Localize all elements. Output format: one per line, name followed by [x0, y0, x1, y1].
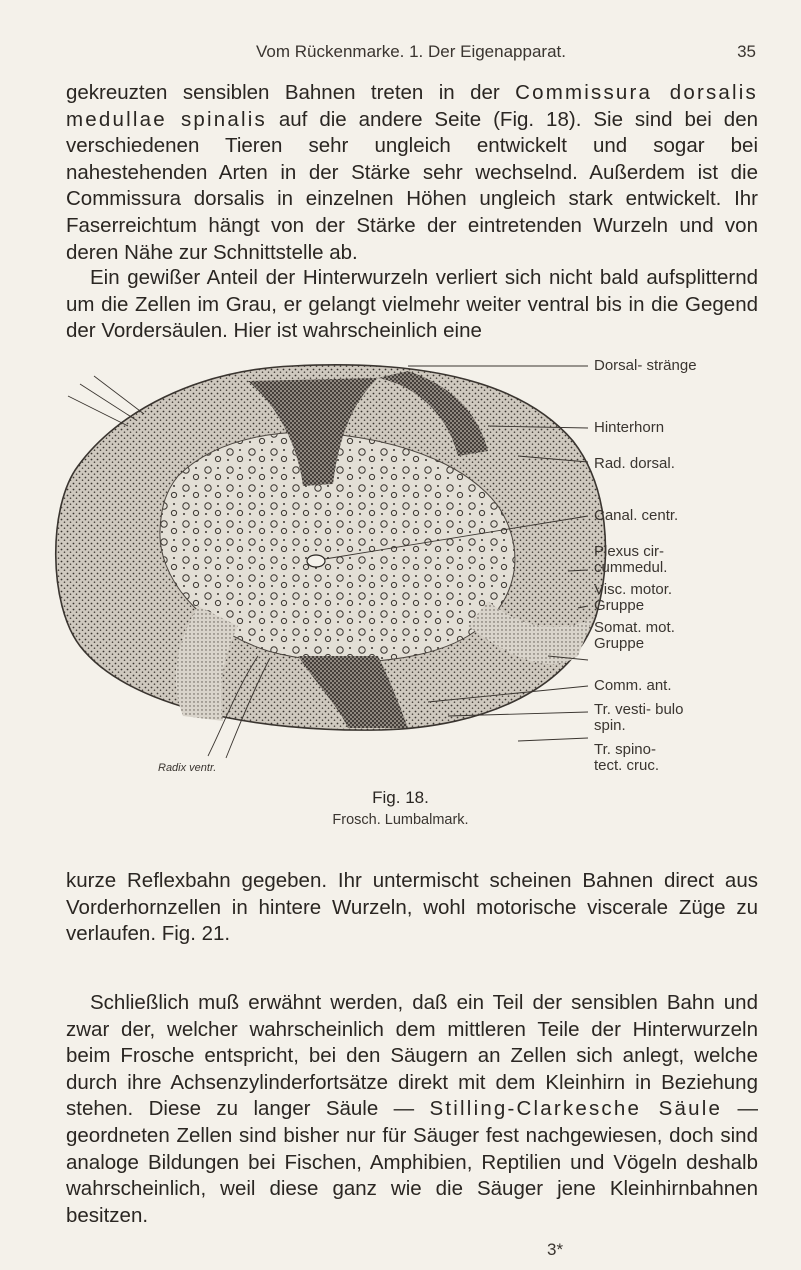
- paragraph-2: [66, 265, 758, 345]
- emphasis-stilling-clarke: Stilling-Clarkesche Säule: [429, 1097, 723, 1121]
- label-plexus: Plexus cir- cummedul.: [594, 543, 668, 576]
- paragraph-4-text-b: — geordneten Zellen sind bisher nur für Säuger fest nachgewiesen, doch sind analoge Bildungen bei Fischen, Amphibien, Reptilien und Vögeln deshalb wahrscheinlich, weil diese ganz wie die Säuger jene Kleinhirnbahnen besitzen.: [66, 1097, 758, 1227]
- paragraph-4-text-a: Schließlich muß erwähnt werden, daß ein Teil der sensiblen Bahn und zwar der, welcher wahrscheinlich dem mittleren Teile der Hinterwurzeln beim Frosche entspricht, bei den Säugern an Zellen sich anlegt, welche durch ihre Achsenzylinderfortsätze direkt mit dem Kleinhirn in Beziehung stehen. Diese zu langer Säule —: [66, 991, 758, 1121]
- label-rad-dorsal: Rad. dorsal.: [594, 455, 675, 472]
- label-canal-centr: Canal. centr.: [594, 507, 679, 524]
- paragraph-2-text: Ein gewißer Anteil der Hinterwurzeln verliert sich nicht bald aufsplitternd um die Zellen im Grau, er gelangt vielmehr weiter ventral bis in die Gegend der Vordersäulen. Hier ist wahrscheinlich eine: [66, 266, 758, 343]
- label-tr-spino: Tr. spino- tect. cruc.: [594, 741, 660, 774]
- paragraph-3: [66, 868, 758, 948]
- label-somat-mot: Somat. mot. Gruppe: [594, 619, 675, 652]
- paragraph-1-text-a: gekreuzten sensiblen Bahnen treten in der: [66, 81, 516, 104]
- header-title: Vom Rückenmarke. 1. Der Eigenapparat.: [256, 42, 566, 61]
- label-radix-ventr: Radix ventr.: [158, 762, 217, 774]
- paragraph-3-text: kurze Reflexbahn gegeben. Ihr untermischt scheinen Bahnen direct aus Vorderhornzellen in hintere Wurzeln, wohl motorische viscerale Züge zu verlaufen. Fig. 21.: [66, 869, 758, 946]
- figure-number: Fig. 18.: [372, 788, 429, 807]
- figure-caption: Frosch. Lumbalmark.: [332, 812, 469, 828]
- label-hinterhorn: Hinterhorn: [594, 419, 665, 436]
- paragraph-4: [66, 990, 758, 1229]
- running-header: [66, 42, 756, 66]
- page-number: 35: [737, 42, 756, 61]
- paragraph-1: [66, 80, 758, 266]
- emphasis-commissura: Commissura dorsalis medullae spinalis: [66, 81, 758, 131]
- label-visc-motor: Visc. motor. Gruppe: [594, 581, 673, 614]
- signature-mark: 3*: [547, 1240, 564, 1259]
- label-comm-ant: Comm. ant.: [594, 677, 672, 694]
- label-dorsalstraenge: Dorsal- stränge: [594, 357, 697, 374]
- label-tr-vesti: Tr. vesti- bulo spin.: [594, 701, 684, 734]
- paragraph-1-text-b: auf die andere Seite (Fig. 18). Sie sind bei den verschiedenen Tieren sehr ungleich entwickelt und sogar bei nahestehenden Arten in der Stärke sehr wechselnd. Außerdem ist die Commissura dorsalis in einzelnen Höhen ungleich stark entwickelt. Ihr Faserreichtum hängt von der Stärke der eintretenden Wurzeln und von deren Nähe zur Schnittstelle ab.: [66, 107, 758, 264]
